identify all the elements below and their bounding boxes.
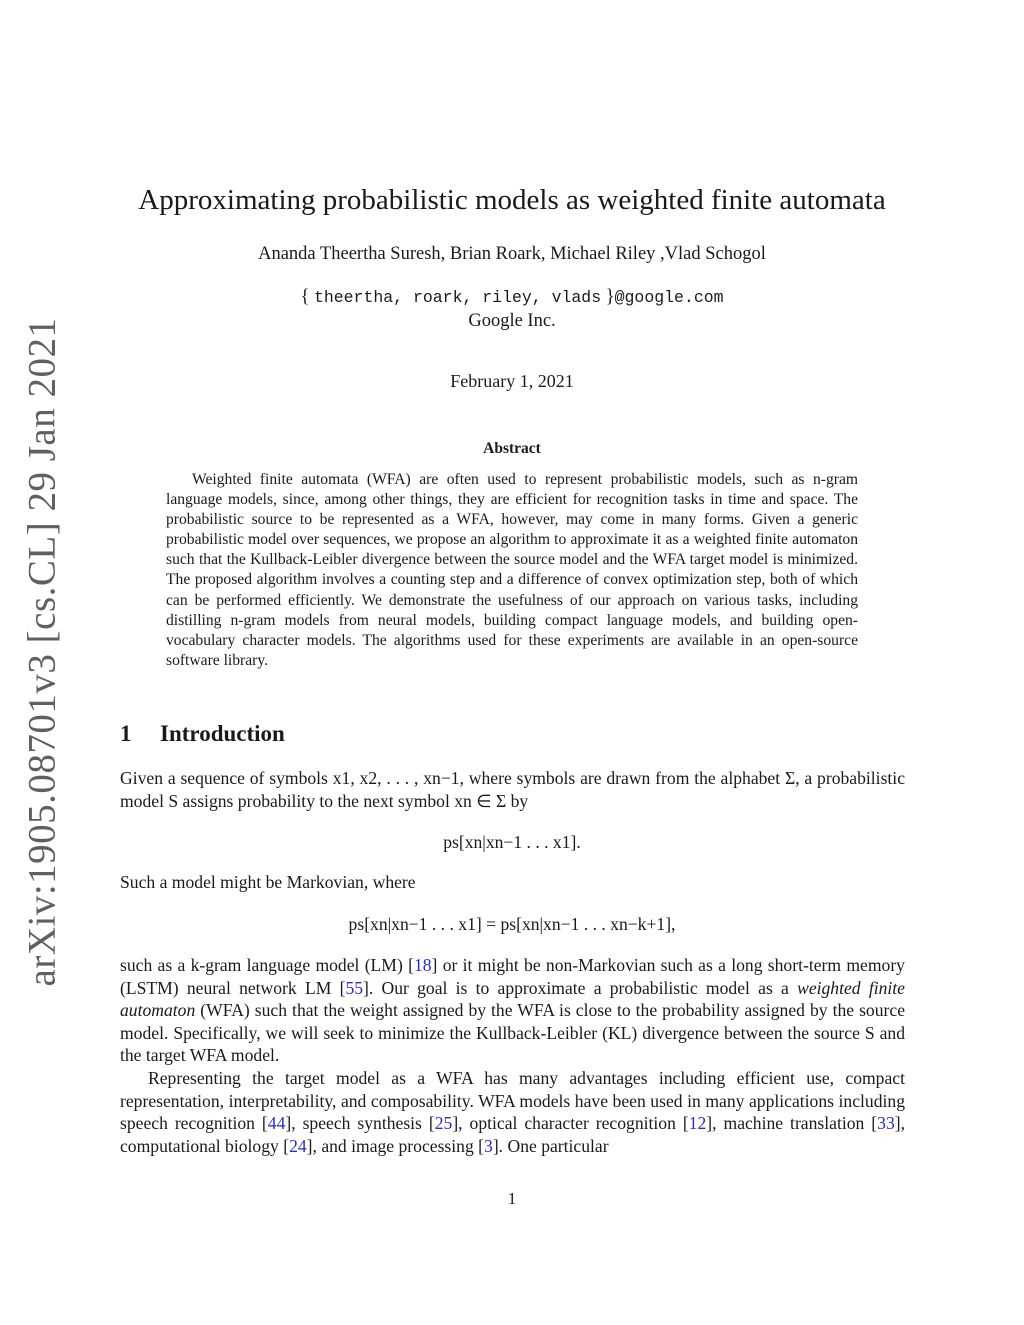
equation-conditional-probability: ps[xn|xn−1 . . . x1]. [443,832,581,852]
text-segment: ], optical character recognition [ [452,1113,689,1134]
text-segment: ] or it might be non-Markovian such as a long short-term memory (LSTM) neural network LM [ [120,955,905,998]
equation-markov-assumption: ps[xn|xn−1 . . . x1] = ps[xn|xn−1 . . . xn−k+1], [348,914,676,934]
text-segment: ], speech synthesis [ [285,1113,435,1134]
text-segment: such as a k-gram language model (LM) [ [120,955,414,975]
intro-paragraph-4 [120,1067,905,1157]
text-segment: ]. One particular [492,1135,609,1156]
intro-paragraph-2: Such a model might be Markovian, where [120,872,416,892]
section-title: Introduction [160,721,285,746]
citation-link[interactable]: 18 [413,955,432,975]
intro-paragraph-1: Given a sequence of symbols x1, x2, . . . , xn−1, where symbols are drawn from the alphabet Σ, a probabilistic model S assigns probability to the next symbol xn ∈ Σ by [120,768,905,811]
author-emails [0,287,1024,308]
citation-link[interactable]: 24 [289,1135,307,1156]
citation-link[interactable]: 12 [688,1113,707,1134]
page-number: 1 [507,1189,517,1208]
citation-link[interactable]: 25 [434,1113,453,1134]
citation-link[interactable]: 55 [345,977,364,998]
email-handles: theertha, roark, riley, vlads [313,288,602,307]
section-heading [120,721,285,747]
citation-link[interactable]: 33 [877,1113,895,1134]
text-segment: (WFA) such that the weight assigned by the WFA is close to the probability assigned by the source model. Specifically, we will seek to minimize the Kullback-Leibler (KL) divergence between the source S and the target WFA model. [120,1000,905,1066]
email-brace-open: { [300,287,314,307]
text-segment: ], machine translation [ [706,1113,878,1134]
abstract-heading: Abstract [483,440,541,457]
citation-link[interactable]: 3 [484,1135,493,1156]
citation-link[interactable]: 44 [267,1113,286,1134]
emphasized-term: weighted finite automaton [120,977,905,1021]
section-number: 1 [120,721,132,746]
text-segment: Representing the target model as a WFA has many advantages including efficient use, compact representation, interpretability, and composability. WFA models have been used in many applications including speech recognition [ [120,1068,905,1134]
paper-title: Approximating probabilistic models as weighted finite automata [138,184,886,216]
intro-paragraph-3 [120,954,905,1067]
author-list: Ananda Theertha Suresh, Brian Roark, Michael Riley ,Vlad Schogol [258,244,766,264]
email-domain: @google.com [614,288,724,307]
abstract-text: Weighted finite automata (WFA) are often used to represent probabilistic models, such as n-gram language models, since, among other things, they are efficient for recognition tasks in time and space. The probabilistic source to be represented as a WFA, however, may come in many forms. Given a generic probabilistic model over sequences, we propose an algorithm to approximate it as a weighted finite automaton such that the Kullback-Leibler divergence between the source model and the WFA target model is minimized. The proposed algorithm involves a counting step and a difference of convex optimization step, both of which can be performed efficiently. We demonstrate the usefulness of our approach on various tasks, including distilling n-gram models from neural models, building compact language models, and building open-vocabulary character models. The algorithms used for these experiments are available in an open-source software library. [166,471,858,669]
text-segment: ], and image processing [ [306,1135,485,1156]
affiliation: Google Inc. [468,311,556,331]
email-brace-close: } [601,287,615,307]
text-segment: ], computational biology [ [120,1113,905,1156]
text-segment: ]. Our goal is to approximate a probabilistic model as a [363,977,798,998]
arxiv-identifier-stamp: arXiv:1905.08701v3 [cs.CL] 29 Jan 2021 [20,317,64,987]
publication-date: February 1, 2021 [450,371,574,391]
